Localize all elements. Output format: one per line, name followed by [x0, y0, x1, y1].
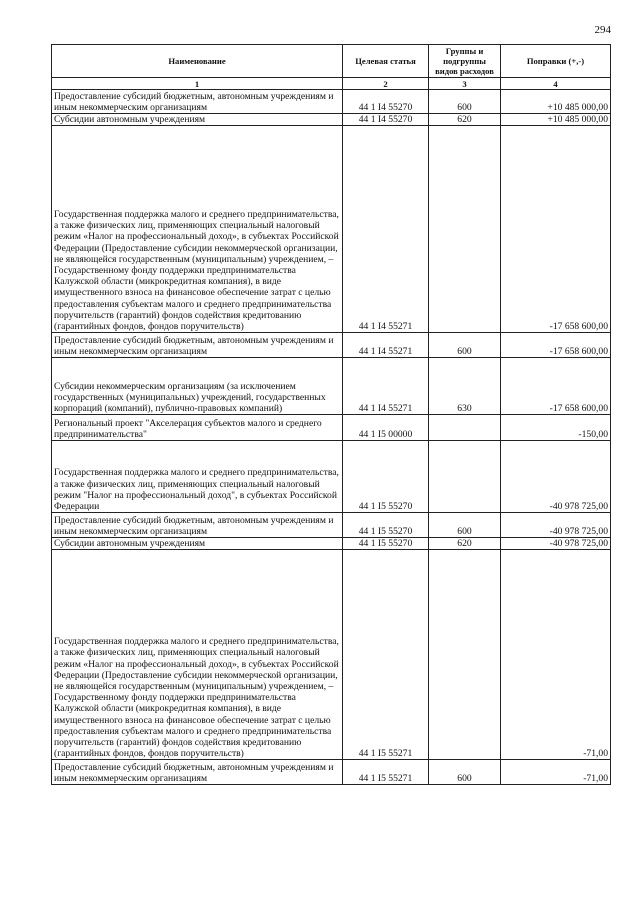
row-amount: -71,00	[501, 550, 611, 760]
table-row	[52, 550, 611, 760]
row-amount: -150,00	[501, 415, 611, 441]
table-row	[52, 760, 611, 785]
row-name: Субсидии автономным учреждениям	[52, 114, 343, 126]
row-name: Государственная поддержка малого и среднего предпринимательства, а также физических лиц, применяющих специальный налоговый режим «Налог на профессиональный доход», в субъектах Российской Федерации (Предоставление субсидии некоммерческой организации, не являющейся государственным (муниципальным) учреждением, – Государственному фонду поддержки предпринимательства Калужской области (микрокредитная компания), в виде имущественного взноса на финансовое обеспечение затрат с целью предоставления субъектам малого и среднего предпринимательства поручительств (гарантий) фондов содействия кредитованию (гарантийных фондов, фондов поручительств)	[52, 550, 343, 760]
table-row	[52, 333, 611, 358]
row-group	[429, 550, 501, 760]
row-group	[429, 126, 501, 333]
table-row	[52, 90, 611, 114]
row-group	[429, 415, 501, 441]
column-number-row	[52, 78, 611, 90]
row-amount: -17 658 600,00	[501, 333, 611, 358]
row-code: 44 1 I5 00000	[343, 415, 429, 441]
row-name: Государственная поддержка малого и среднего предпринимательства, а также физических лиц, применяющих специальный налоговый режим "Налог на профессиональный доход", в субъектах Российской Федерации	[52, 441, 343, 513]
header-code: Целевая статья	[343, 45, 429, 78]
table-row	[52, 126, 611, 333]
col-number: 1	[52, 78, 343, 90]
row-name: Субсидии автономным учреждениям	[52, 538, 343, 550]
row-name: Предоставление субсидий бюджетным, автономным учреждениям и иным некоммерческим организациям	[52, 333, 343, 358]
row-amount: -40 978 725,00	[501, 441, 611, 513]
row-amount: +10 485 000,00	[501, 114, 611, 126]
row-group: 620	[429, 114, 501, 126]
row-code: 44 1 I5 55270	[343, 538, 429, 550]
page-number: 294	[594, 24, 611, 36]
row-group: 630	[429, 358, 501, 415]
row-name: Региональный проект "Акселерация субъектов малого и среднего предпринимательства"	[52, 415, 343, 441]
row-group: 600	[429, 333, 501, 358]
row-code: 44 1 I4 55271	[343, 126, 429, 333]
table-row	[52, 114, 611, 126]
row-name: Субсидии некоммерческим организациям (за исключением государственных (муниципальных) учреждений, государственных корпораций (компаний), публично-правовых компаний)	[52, 358, 343, 415]
row-name: Предоставление субсидий бюджетным, автономным учреждениям и иным некоммерческим организациям	[52, 513, 343, 538]
header-amount: Поправки (+,-)	[501, 45, 611, 78]
row-code: 44 1 I5 55270	[343, 441, 429, 513]
col-number: 3	[429, 78, 501, 90]
table-header-row	[52, 45, 611, 78]
table-row	[52, 538, 611, 550]
row-group: 600	[429, 760, 501, 785]
table-row	[52, 358, 611, 415]
row-amount: -17 658 600,00	[501, 358, 611, 415]
row-amount: -17 658 600,00	[501, 126, 611, 333]
header-name: Наименование	[52, 45, 343, 78]
row-code: 44 1 I4 55271	[343, 333, 429, 358]
row-name: Предоставление субсидий бюджетным, автономным учреждениям и иным некоммерческим организациям	[52, 760, 343, 785]
col-number: 4	[501, 78, 611, 90]
row-code: 44 1 I5 55271	[343, 760, 429, 785]
header-group: Группы и подгруппы видов расходов	[429, 45, 501, 78]
table-row	[52, 441, 611, 513]
row-amount: -40 978 725,00	[501, 513, 611, 538]
row-group: 600	[429, 90, 501, 114]
row-amount: +10 485 000,00	[501, 90, 611, 114]
col-number: 2	[343, 78, 429, 90]
table-row	[52, 415, 611, 441]
row-name: Предоставление субсидий бюджетным, автономным учреждениям и иным некоммерческим организациям	[52, 90, 343, 114]
row-code: 44 1 I5 55271	[343, 550, 429, 760]
row-code: 44 1 I4 55270	[343, 114, 429, 126]
budget-table	[51, 44, 611, 785]
row-name: Государственная поддержка малого и среднего предпринимательства, а также физических лиц, применяющих специальный налоговый режим «Налог на профессиональный доход», в субъектах Российской Федерации (Предоставление субсидии некоммерческой организации, не являющейся государственным (муниципальным) учреждением, – Государственному фонду поддержки предпринимательства Калужской области (микрокредитная компания), в виде имущественного взноса на финансовое обеспечение затрат с целью предоставления субъектам малого и среднего предпринимательства поручительств (гарантий) фондов содействия кредитованию (гарантийных фондов, фондов поручительств)	[52, 126, 343, 333]
row-group: 600	[429, 513, 501, 538]
row-code: 44 1 I4 55271	[343, 358, 429, 415]
row-group	[429, 441, 501, 513]
row-amount: -71,00	[501, 760, 611, 785]
row-code: 44 1 I4 55270	[343, 90, 429, 114]
row-group: 620	[429, 538, 501, 550]
row-code: 44 1 I5 55270	[343, 513, 429, 538]
row-amount: -40 978 725,00	[501, 538, 611, 550]
table-row	[52, 513, 611, 538]
